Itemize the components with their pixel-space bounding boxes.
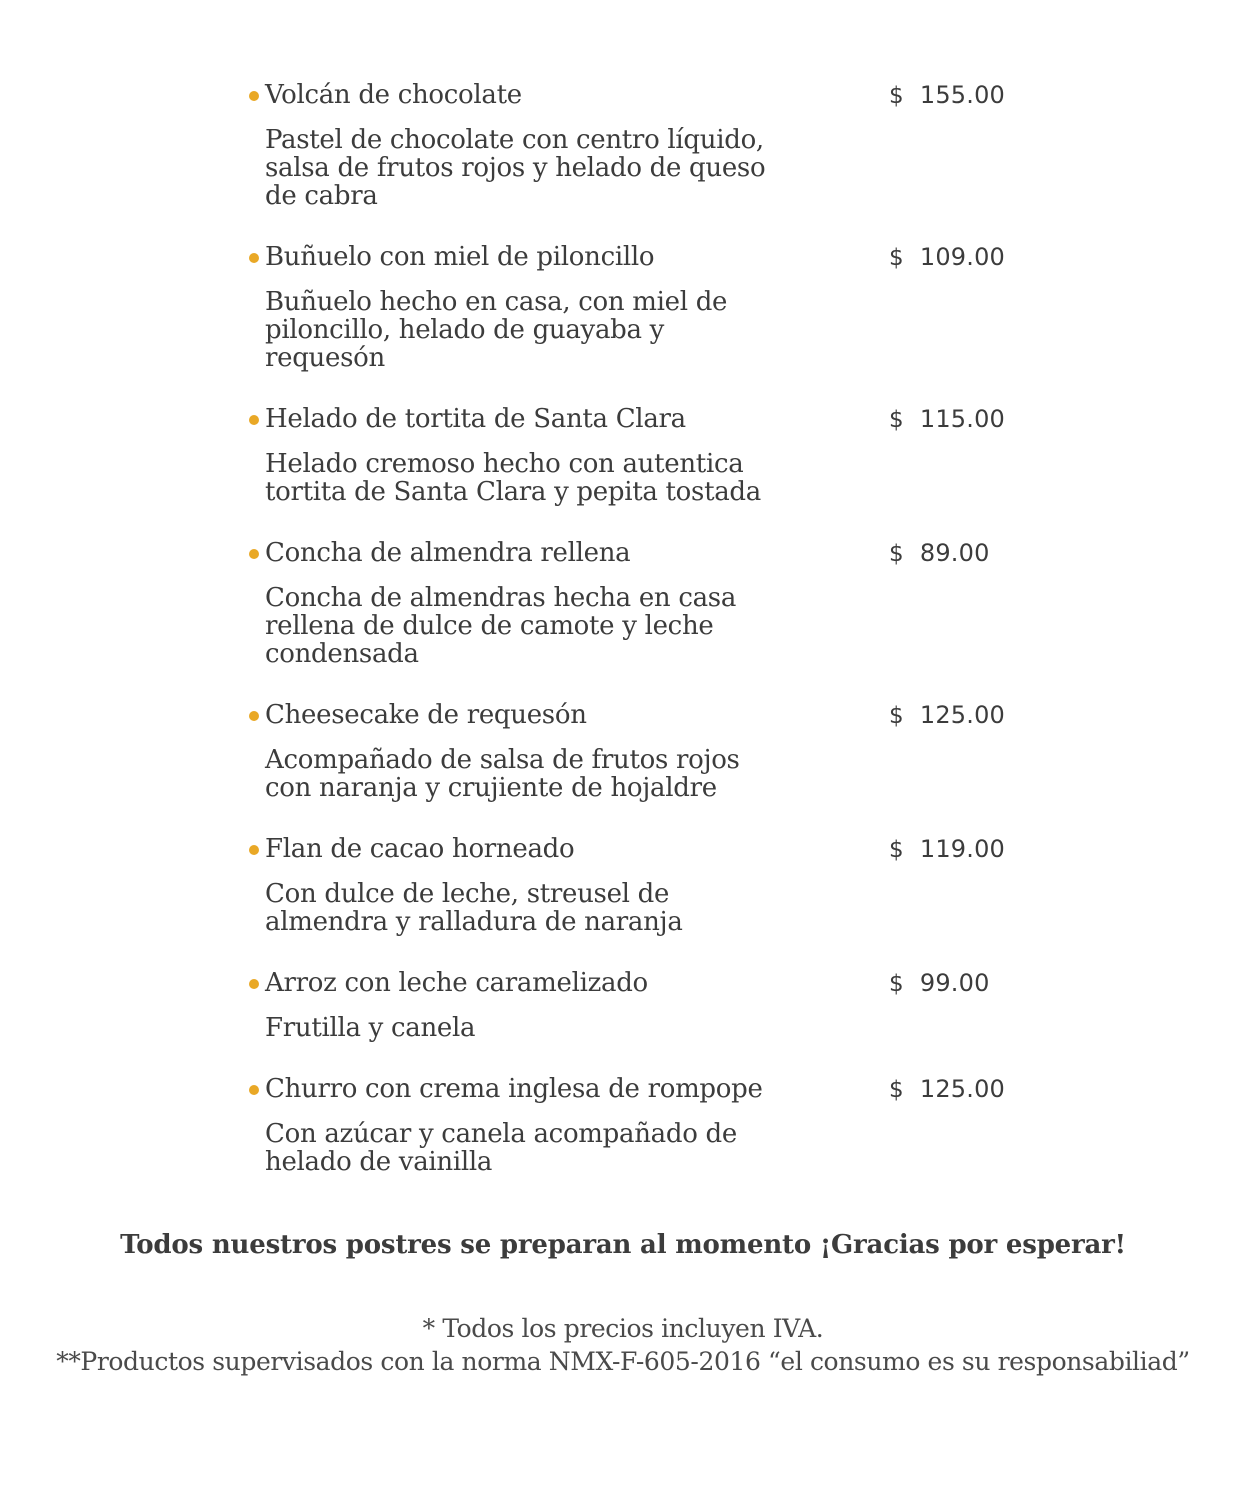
price-amount: 89.00 [919,539,990,567]
item-description-line: Concha de almendras hecha en casa [265,583,737,613]
bullet-dot-icon [249,415,259,425]
currency-symbol: $ [889,541,904,567]
price-amount: 109.00 [919,243,1006,271]
bullet-dot-icon [249,549,259,559]
item-description-line: Helado cremoso hecho con autentica [265,449,744,479]
item-price [889,538,990,569]
menu-item [249,538,1186,668]
item-description [249,1120,1186,1176]
item-description-line: Con azúcar y canela acompañado de [265,1119,737,1149]
currency-symbol: $ [889,245,904,271]
item-price [889,80,1005,111]
item-description-line: rellena de dulce de camote y leche [265,611,714,641]
item-price [889,1074,1005,1105]
price-amount: 125.00 [919,1075,1006,1103]
item-description-line: almendra y ralladura de naranja [265,907,683,937]
item-name: Volcán de chocolate [265,80,522,110]
bullet-dot-icon [249,253,259,263]
item-description-line: piloncillo, helado de guayaba y [265,315,665,345]
bullet-dot-icon [249,711,259,721]
item-description-line: helado de vainilla [265,1147,493,1177]
menu-item [249,404,1186,506]
item-description-line: Frutilla y canela [265,1013,476,1043]
currency-symbol: $ [889,837,904,863]
item-description [249,880,1186,936]
item-description-line: tortita de Santa Clara y pepita tostada [265,477,761,507]
price-amount: 125.00 [919,701,1006,729]
footer-notes [0,1312,1246,1378]
footer-note-norma: **Productos supervisados con la norma NMX-F-605-2016 “el consumo es su responsabiliad” [56,1347,1190,1376]
price-amount: 99.00 [919,969,990,997]
menu-item-header [249,538,1186,568]
currency-symbol: $ [889,971,904,997]
item-description-line: de cabra [265,181,378,211]
footer-note-iva: * Todos los precios incluyen IVA. [422,1314,824,1343]
price-amount: 115.00 [919,405,1006,433]
menu-item [249,968,1186,1042]
price-amount: 155.00 [919,81,1006,109]
item-description [249,288,1186,372]
menu-item-header [249,242,1186,272]
item-description-line: Pastel de chocolate con centro líquido, [265,125,764,155]
item-description-line: Con dulce de leche, streusel de [265,879,670,909]
menu-list [0,80,1246,1176]
menu-item-header [249,700,1186,730]
price-amount: 119.00 [919,835,1006,863]
item-name: Churro con crema inglesa de rompope [265,1074,763,1104]
menu-item-header [249,404,1186,434]
item-name: Arroz con leche caramelizado [265,968,648,998]
item-price [889,834,1005,865]
item-description [249,746,1186,802]
item-description-line: requesón [265,343,385,373]
bullet-dot-icon [249,845,259,855]
item-name: Helado de tortita de Santa Clara [265,404,686,434]
menu-item-header [249,1074,1186,1104]
item-description-line: Acompañado de salsa de frutos rojos [265,745,740,775]
bullet-dot-icon [249,979,259,989]
currency-symbol: $ [889,703,904,729]
bullet-dot-icon [249,1085,259,1095]
item-price [889,404,1005,435]
item-name: Cheesecake de requesón [265,700,587,730]
menu-item [249,700,1186,802]
item-description-line: condensada [265,639,419,669]
item-description-line: Buñuelo hecho en casa, con miel de [265,287,728,317]
currency-symbol: $ [889,83,904,109]
currency-symbol: $ [889,1077,904,1103]
bullet-dot-icon [249,91,259,101]
item-description-line: con naranja y crujiente de hojaldre [265,773,717,803]
menu-item-header [249,80,1186,110]
item-description-line: salsa de frutos rojos y helado de queso [265,153,766,183]
item-description [249,450,1186,506]
item-price [889,242,1005,273]
item-price [889,968,990,999]
item-name: Buñuelo con miel de piloncillo [265,242,655,272]
menu-item-header [249,834,1186,864]
menu-item [249,242,1186,372]
currency-symbol: $ [889,407,904,433]
footer-highlight: Todos nuestros postres se preparan al momento ¡Gracias por esperar! [120,1230,1126,1260]
menu-item [249,834,1186,936]
menu-item [249,80,1186,210]
item-description [249,584,1186,668]
item-name: Flan de cacao horneado [265,834,575,864]
menu-item [249,1074,1186,1176]
item-description [249,1014,1186,1042]
item-price [889,700,1005,731]
item-description [249,126,1186,210]
menu-item-header [249,968,1186,998]
item-name: Concha de almendra rellena [265,538,631,568]
